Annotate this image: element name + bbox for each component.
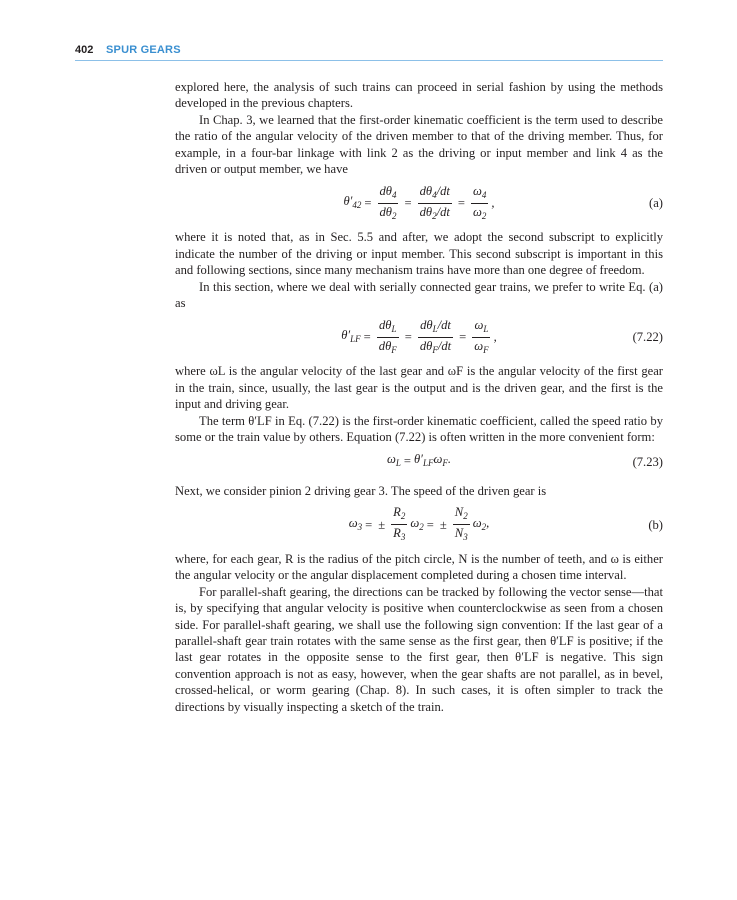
paragraph-7-text: Next, we consider pinion 2 driving gear 3. The speed of the driven gear is [175,483,547,498]
paragraph-5 [175,363,663,412]
page-body [175,79,663,715]
equation-7-22 [175,311,663,363]
equation-b [175,499,663,551]
page-number: 402 [75,44,94,56]
paragraph-3 [175,229,663,278]
paragraph-1 [175,79,663,112]
equation-b-body: $\omega_3$ = ± $\frac{R_2}{R_3}$ $\omega_2$ = ± $\frac{N_2}{N_3}$ $\omega_2$, [348,505,490,543]
paragraph-8-text: where, for each gear, R is the radius of the pitch circle, N is the number of teeth, and ω is either the angular velocity or the angular displacement completed during a chosen time interval. [175,551,663,583]
page-header [75,44,663,64]
paragraph-4-text: In this section, where we deal with serially connected gear trains, we prefer to write Eq. (a) as [175,279,663,311]
equation-a [175,177,663,229]
equation-a-label: (a) [649,196,663,211]
equation-7-22-label: (7.22) [632,330,663,345]
equation-7-23-body: $\omega_L$ = $\theta'_{LF}\omega_F$. [386,452,452,469]
equation-a-body: $\theta'_{42}$ = $\frac{d\theta_4}{d\theta_2}$ = $\frac{d\theta_4/dt}{d\theta_2/dt}$ = $\frac{\omega_4}{\omega_2}$ , [343,183,495,221]
paragraph-9-text: For parallel-shaft gearing, the directions can be tracked by following the vector sense—that is, by specifying that angular velocity is positive when counterclockwise as seen from a chosen side. For parallel-shaft gearing, we shall use the following sign convention: If the last gear of a parallel-shaft gear train rotates with the same sense as the first gear, then θ′LF is positive; if the last gear rotates in the opposite sense to the first gear, then θ′LF is negative. This sign convention approach is not as easy, however, when the gear shafts are not parallel, as in bevel, crossed-helical, or worm gearing (Chap. 8). In such cases, it is often simpler to track the directions by visually inspecting a sketch of the train. [175,584,663,714]
paragraph-3-text: where it is noted that, as in Sec. 5.5 and after, we adopt the second subscript to explicitly indicate the number of the driving or input member. This second subscript is important in this and following sections, since many mechanism trains have more than one degree of freedom. [175,230,663,278]
paragraph-7 [175,483,663,499]
paragraph-6-text: The term θ′LF in Eq. (7.22) is the first-order kinematic coefficient, called the speed ratio by some or the train value by others. Equation (7.22) is often written in the more convenient form: [175,413,663,445]
equation-b-label: (b) [648,517,663,532]
paragraph-9 [175,584,663,715]
equation-7-23 [175,446,663,478]
paragraph-4 [175,279,663,312]
paragraph-5-text: where ωL is the angular velocity of the last gear and ωF is the angular velocity of the first gear in the train, since, usually, the last gear is the output and is the driven gear, and the first is the input and driving gear. [175,364,663,412]
paragraph-2-text: In Chap. 3, we learned that the first-order kinematic coefficient is the term used to describe the ratio of the angular velocity of the driven member to that of the driving member. Thus, for example, in a four-bar linkage with link 2 as the driving or input member and link 4 as the driven or output member, we have [175,112,663,177]
paragraph-2 [175,112,663,178]
equation-7-23-label: (7.23) [632,454,663,469]
header-rule [75,60,663,61]
paragraph-1-text: explored here, the analysis of such trains can proceed in serial fashion by using the methods developed in the previous chapters. [175,80,663,111]
equation-7-22-body: $\theta'_{LF}$ = $\frac{d\theta_L}{d\theta_F}$ = $\frac{d\theta_L/dt}{d\theta_F/dt}$ = $\frac{\omega_L}{\omega_F}$ , [341,317,497,355]
paragraph-8 [175,551,663,584]
paragraph-6 [175,413,663,446]
running-head: SPUR GEARS [106,44,181,56]
